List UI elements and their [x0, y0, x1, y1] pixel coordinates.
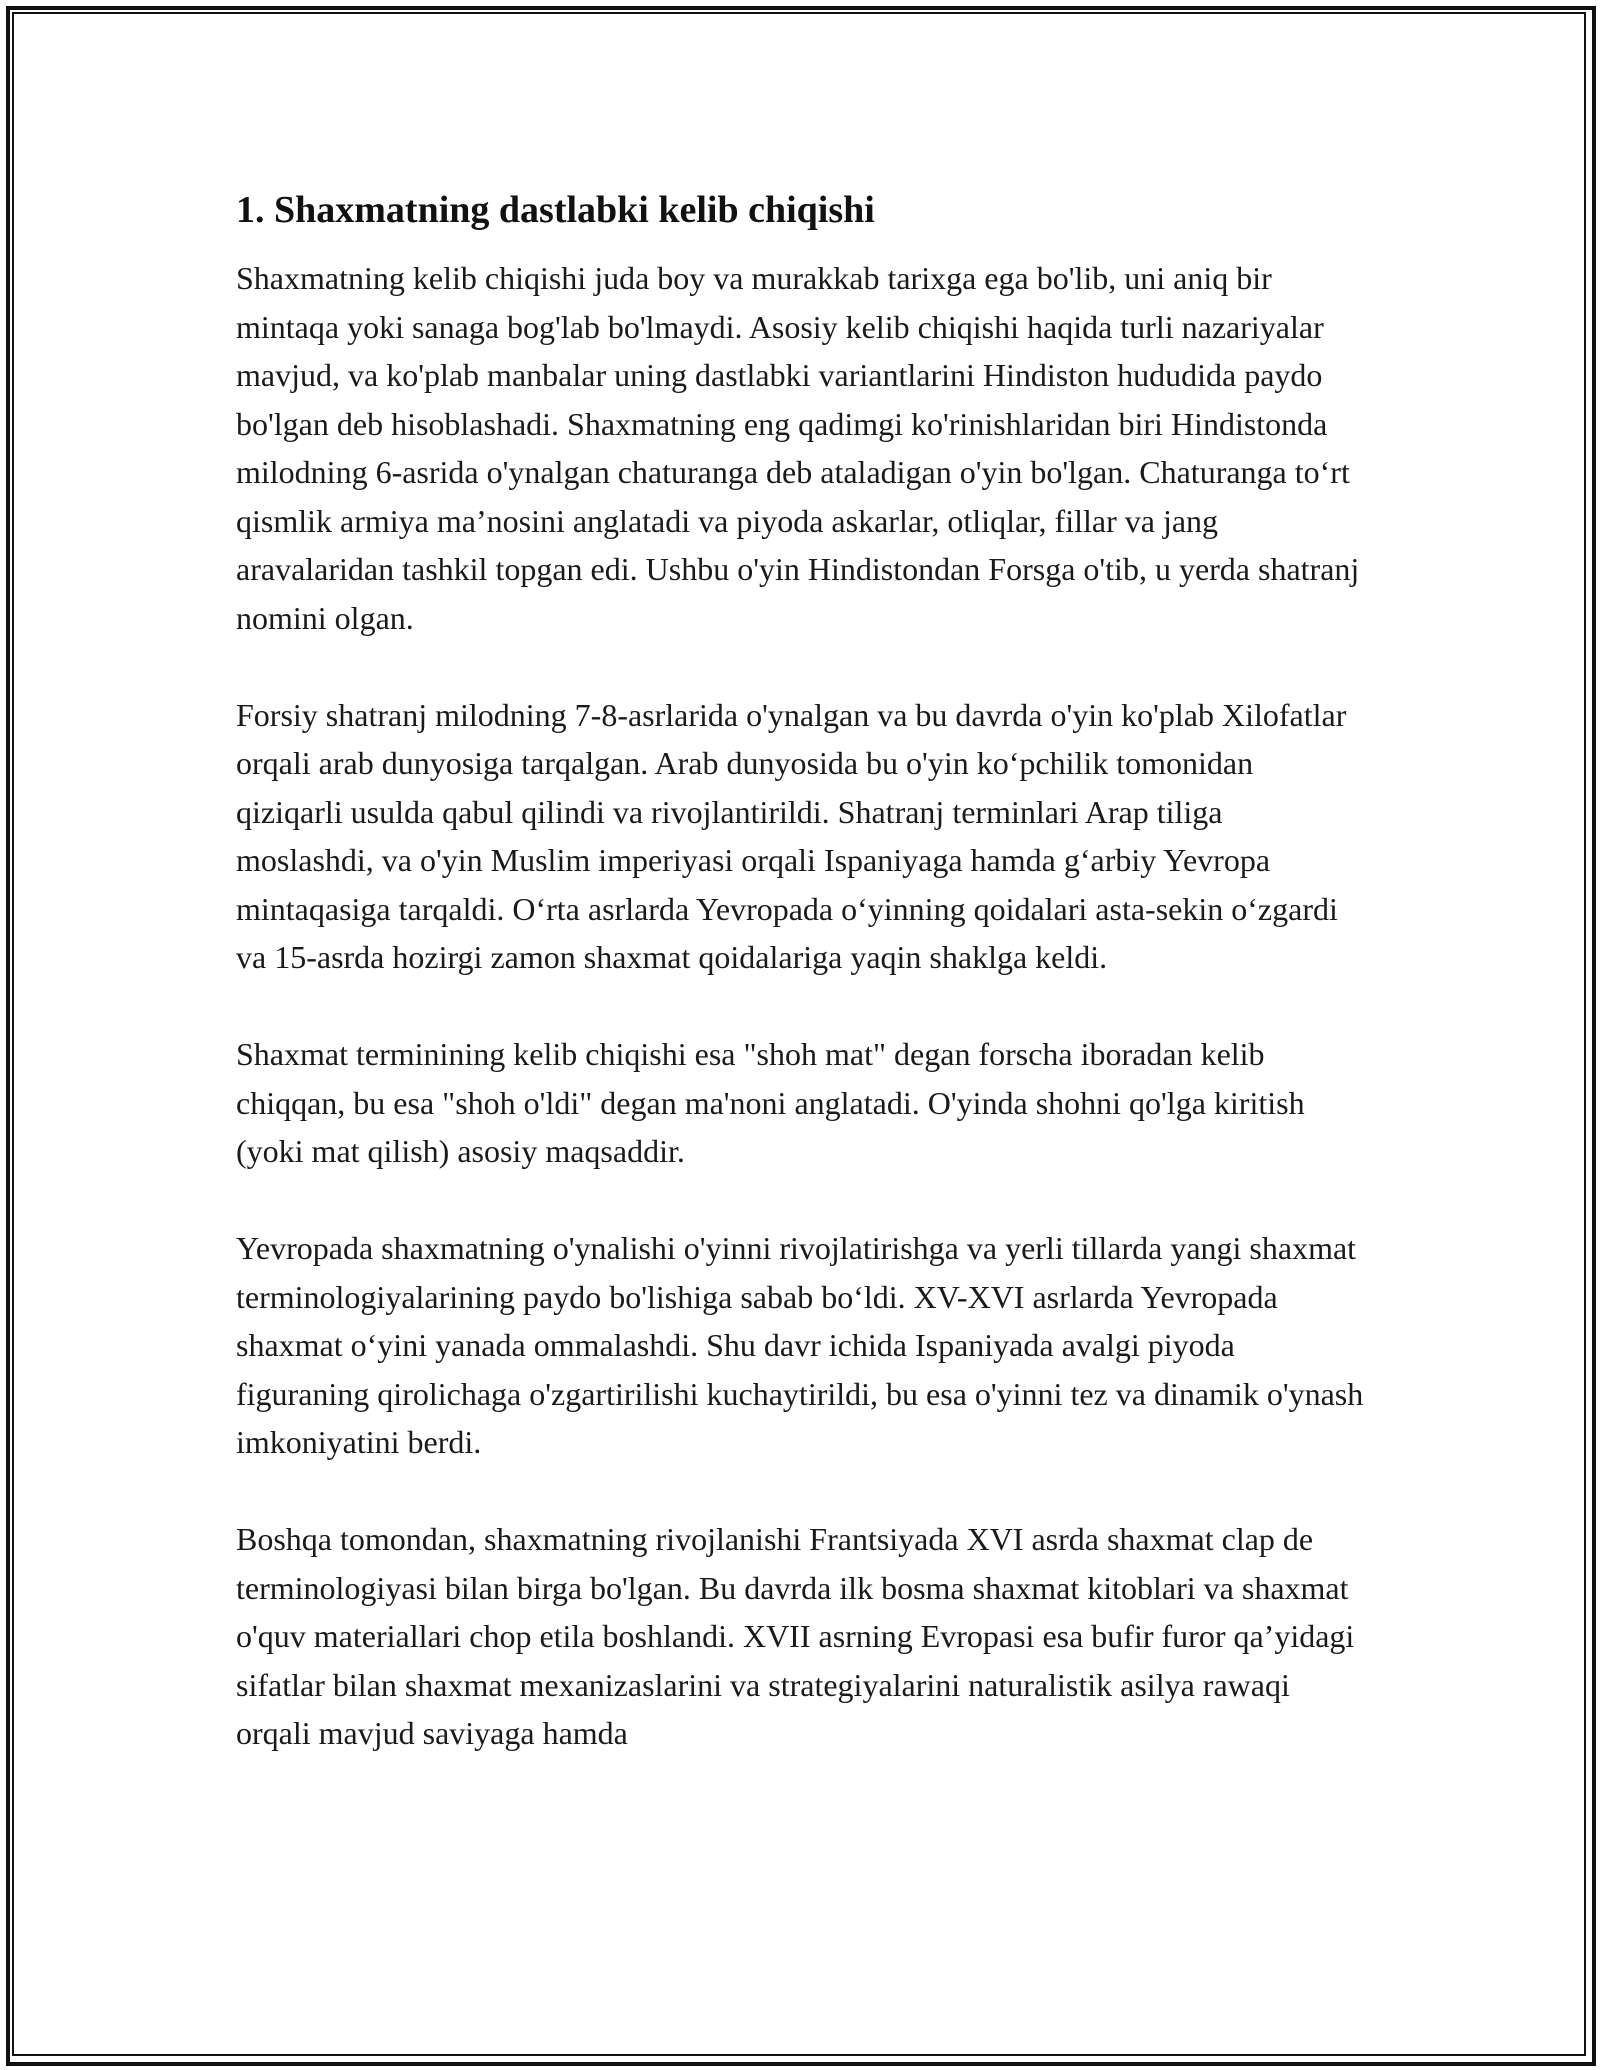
paragraph-origin: Shaxmatning kelib chiqishi juda boy va murakkab tarixga ega bo'lib, uni aniq bir mintaqa yoki sanaga bog'lab bo'lmaydi. Asosiy kelib chiqishi haqida turli nazariyalar mavjud, va ko'plab manbalar uning dastlabki variantlarini Hindiston hududida paydo bo'lgan deb hisoblashadi. Shaxmatning eng qadimgi ko'rinishlaridan biri Hindistonda milodning 6-asrida o'ynalgan chaturanga deb ataladigan o'yin bo'lgan. Chaturanga to‘rt qismlik armiya ma’nosini anglatadi va piyoda askarlar, otliqlar, fillar va jang aravalaridan tashkil topgan edi. Ushbu o'yin Hindistondan Forsga o'tib, u yerda shatranj nomini olgan.: [236, 260, 1360, 636]
paragraph-europe: Yevropada shaxmatning o'ynalishi o'yinni rivojlatirishga va yerli tillarda yangi shaxmat terminologiyalarining paydo bo'lishiga sabab bo‘ldi. XV-XVI asrlarda Yevropada shaxmat o‘yini yanada ommalashdi. Shu davr ichida Ispaniyada avalgi piyoda figuraning qirolichaga o'zgartirilishi kuchaytirildi, bu esa o'yinni tez va dinamik o'ynash imkoniyatini berdi.: [236, 1230, 1364, 1460]
paragraph-term-origin: Shaxmat terminining kelib chiqishi esa "shoh mat" degan forscha iboradan kelib chiqqan, bu esa "shoh o'ldi" degan ma'noni anglatadi. O'yinda shohni qo'lga kiritish (yoki mat qilish) asosiy maqsaddir.: [236, 1036, 1305, 1169]
section-heading: 1. Shaxmatning dastlabki kelib chiqishi: [236, 189, 875, 231]
paragraph-persian-shatranj: Forsiy shatranj milodning 7-8-asrlarida o'ynalgan va bu davrda o'yin ko'plab Xilofatlar orqali arab dunyosiga tarqalgan. Arab dunyosida bu o'yin ko‘pchilik tomonidan qiziqarli usulda qabul qilindi va rivojlantirildi. Shatranj terminlari Arap tiliga moslashdi, va o'yin Muslim imperiyasi orqali Ispaniyaga hamda g‘arbiy Yevropa mintaqasiga tarqaldi. O‘rta asrlarda Yevropada o‘yinning qoidalari asta-sekin o‘zgardi va 15-asrda hozirgi zamon shaxmat qoidalariga yaqin shaklga keldi.: [236, 696, 1347, 975]
paragraph-france: Boshqa tomondan, shaxmatning rivojlanishi Frantsiyada XVI asrda shaxmat clap de terminologiyasi bilan birga bo'lgan. Bu davrda ilk bosma shaxmat kitoblari va shaxmat o'quv materiallari chop etila boshlandi. XVII asrning Evropasi esa bufir furor qa’yidagi sifatlar bilan shaxmat mexanizaslarini va strategiyalarini naturalistik asilya rawaqi orqali mavjud saviyaga hamda: [236, 1521, 1355, 1751]
document-body: [236, 186, 1366, 1758]
